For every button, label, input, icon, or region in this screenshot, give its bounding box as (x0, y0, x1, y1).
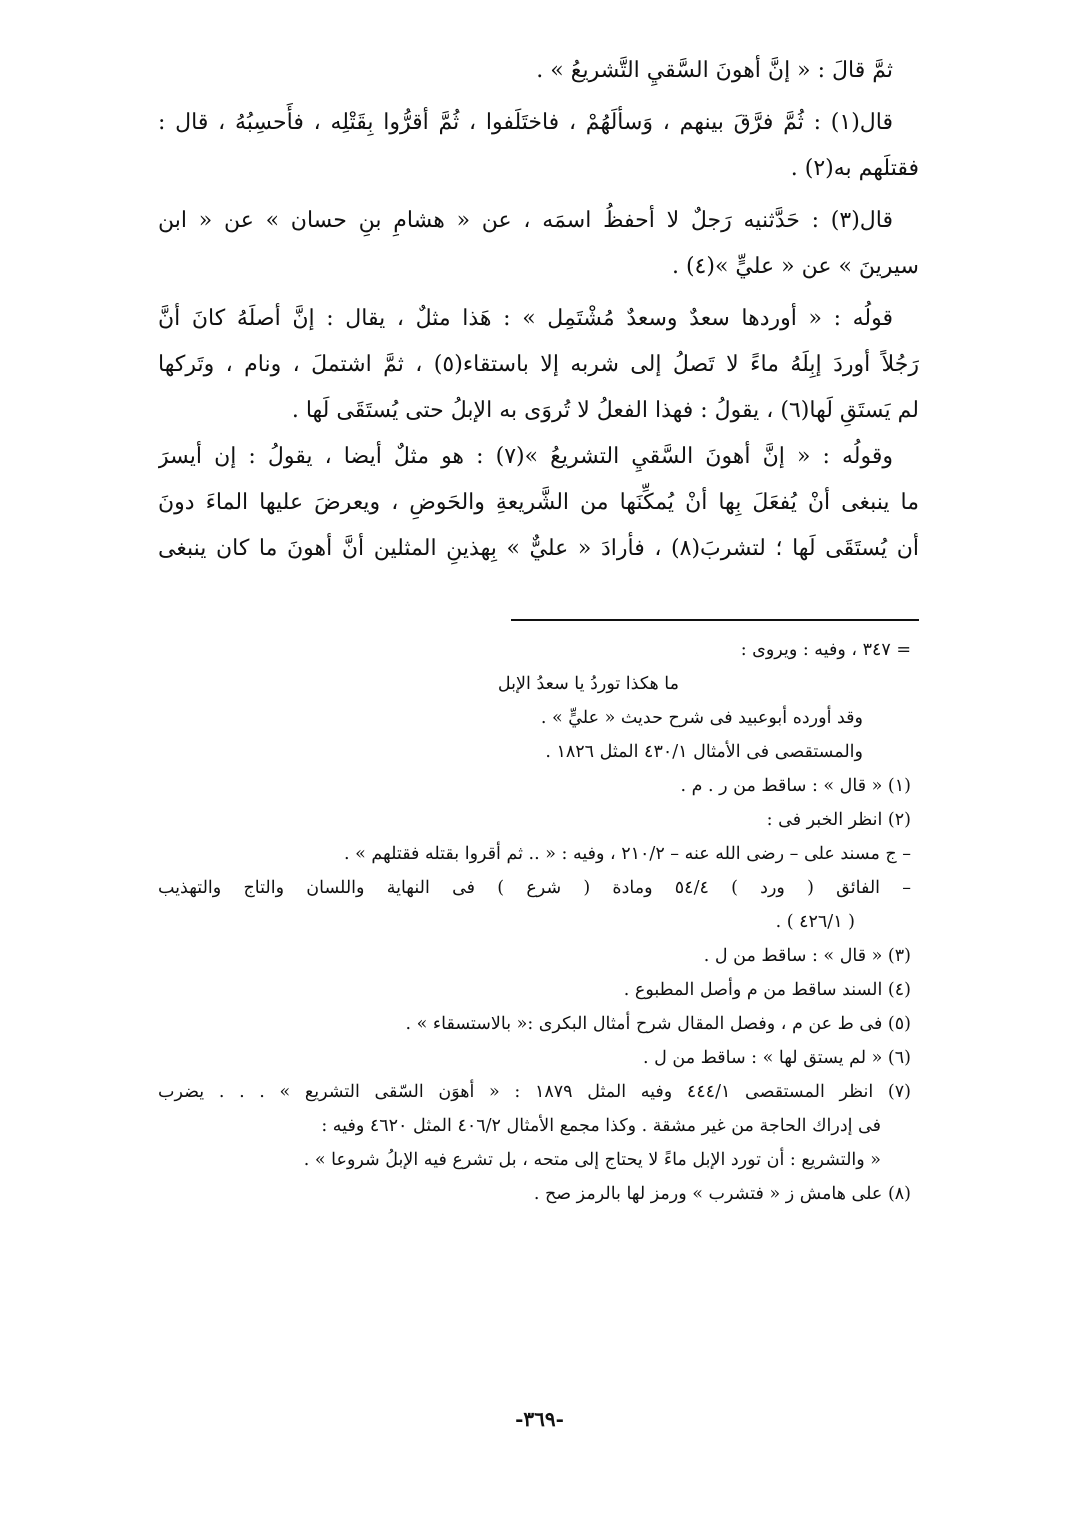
footnote-item: (٥) فى ط عن م ، وفصل المقال شرح أمثال البكرى :« بالاستسقاء » . (405, 1014, 911, 1034)
footnote-verse: ما هكذا توردُ يا سعدُ الإبل (497, 674, 679, 694)
footnote-subitem: – ج مسند على – رضى الله عنه – ٢١٠/٢ ، وفيه : « .. ثم أقروا بقتله فقتلهم » . (344, 844, 911, 864)
text-line: رَجُلاً أوردَ إبِلَهُ ماءً لا تَصلُ إلى شربه إلا باستقاء(٥) ، ثمَّ اشتملَ ، ونام ، وتَركها (158, 352, 919, 377)
text-line: فقتلَهم به(٢) . (790, 156, 919, 181)
footnote-item: (٨) على هامش ز « فتشرب » ورمز لها بالرمز صح . (533, 1184, 911, 1204)
footnote-separator (511, 619, 919, 621)
text-line: لم يَستَقِ لَها(٦) ، يقولُ : فهذا الفعلُ لا تُروَى به الإبلُ حتى يُستَقَى لَها . (291, 398, 919, 423)
footnote-line: ( ٤٢٦/١ ) . (775, 912, 855, 932)
text-line: قال(٣) : حَدَّثنيه رَجلٌ لا أحفظُ اسمَه ، عن « هشامِ بنِ حسان » عن « ابن (158, 208, 893, 233)
text-line: ثمَّ قالَ : « إنَّ أهونَ السَّقيِ التَّشريعُ » . (536, 58, 893, 83)
footnote-line: وقد أورده أبوعبيد فى شرح حديث « عليٍّ » . (540, 708, 863, 728)
footnote-line: = ٣٤٧ ، وفيه : ويروى : (740, 640, 911, 660)
text-line: أن يُستَقَى لَها ؛ لتشربَ(٨) ، فأرادَ « عليٌّ » بِهذينِ المثلين أنَّ أهونَ ما كان ينبغى (158, 536, 919, 561)
page-number: -٣٦٩- (515, 1407, 564, 1431)
text-line: سيرينَ » عن « عليٍّ »(٤) . (671, 254, 919, 279)
footnote-item: (٢) انظر الخبر فى : (766, 810, 911, 830)
footnotes-block (158, 633, 911, 1211)
footnote-item: (٤) السند ساقط من م وأصل المطبوع . (623, 980, 911, 1000)
footnote-item: (١) « قال » : ساقط من ر . م . (680, 776, 911, 796)
footnote-line: فى إدراك الحاجة من غير مشقة . وكذا مجمع الأمثال ٤٠٦/٢ المثل ٤٦٢٠ وفيه : (321, 1116, 881, 1136)
text-line: قال(١) : ثُمَّ فرَّقَ بينهم ، وَسألَهُمْ ، فاختَلَفوا ، ثُمَّ أقرُّوا بِقَتْلِه ، فأَحسِبُهُ ، قال : (158, 110, 893, 135)
text-line: ما ينبغى أنْ يُفعَلَ بِها أنْ يُمكِّنَها من الشَّريعةِ والحَوضِ ، ويعرضَ عليها الماءَ دونَ (158, 490, 919, 515)
text-line: وقولُه : « إنَّ أهونَ السَّقيِ التشريعُ »(٧) : هو مثلٌ أيضا ، يقولُ : إن أيسرَ (158, 444, 893, 469)
footnote-item: (٧) انظر المستقصى ٤٤٤/١ وفيه المثل ١٨٧٩ : « أهوَن السّقى التشريع » . . . يضرب (158, 1082, 911, 1102)
footnote-item: (٦) « لم يستق لها » : ساقط من ل . (642, 1048, 911, 1068)
footnote-item: (٣) « قال » : ساقط من ل . (703, 946, 911, 966)
footnote-line: والمستقصى فى الأمثال ٤٣٠/١ المثل ١٨٢٦ . (545, 742, 863, 762)
text-line: قولُه : « أوردها سعدٌ وسعدٌ مُشْتَمِل » : هَذا مثلٌ ، يقال : إنَّ أصلَهُ كانَ أنَّ (158, 306, 893, 331)
footnote-subitem: – الفائق ( ورد ) ٥٤/٤ ومادة ( شرع ) فى النهاية واللسان والتاج والتهذيب (158, 878, 911, 898)
footnote-line: « والتشريع : أن تورد الإبل ماءً لا يحتاج إلى متحه ، بل تشرع فيه الإبلُ شروعا » . (303, 1150, 881, 1170)
main-text-block (158, 48, 919, 572)
